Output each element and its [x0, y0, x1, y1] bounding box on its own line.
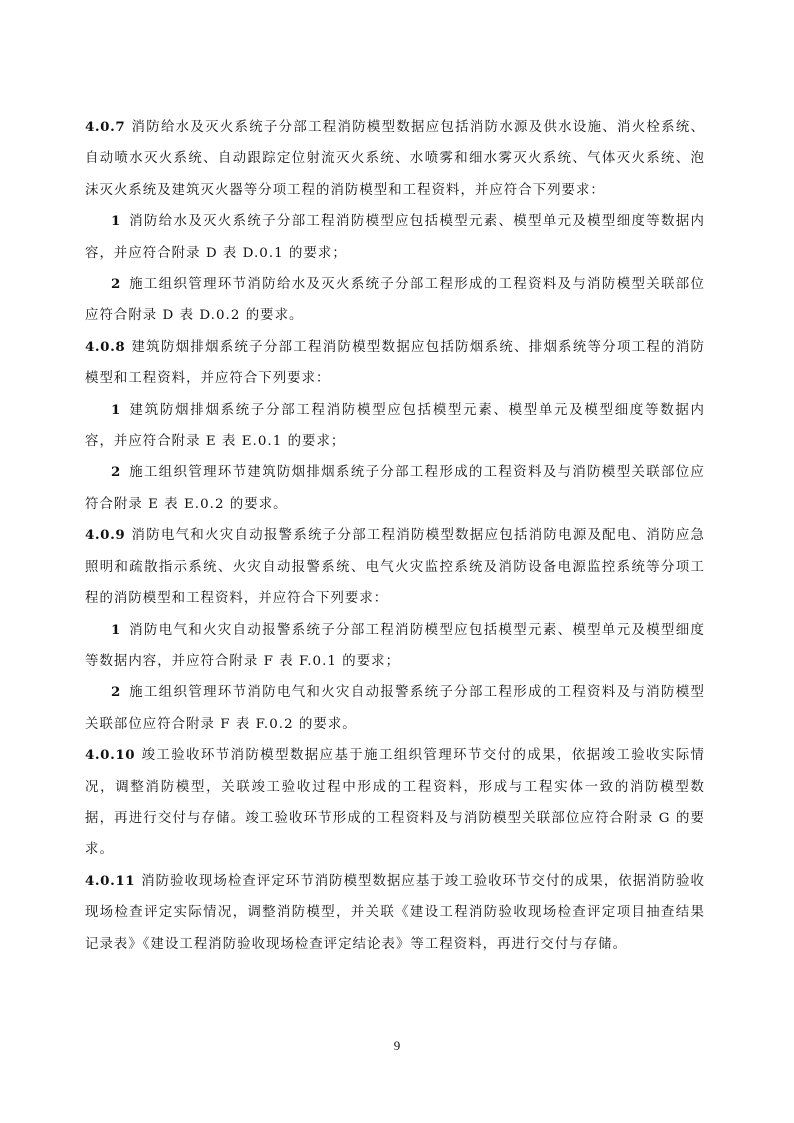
item-number: 2: [111, 464, 121, 481]
item-text: 施工组织管理环节建筑防烟排烟系统子分部工程形成的工程资料及与消防模型关联部位应符合附录 E 表 E.0.2 的要求。: [85, 465, 705, 512]
clause-number: 4.0.11: [85, 872, 136, 889]
item-4-0-8-2: [85, 457, 705, 520]
clause-text: 消防电气和火灾自动报警系统子分部工程消防模型数据应包括消防电源及配电、消防应急照明和疏散指示系统、火灾自动报警系统、电气火灾监控系统及消防设备电源监控系统等分项工程的消防模型和工程资料，并应符合下列要求：: [85, 528, 705, 607]
clause-number: 4.0.10: [85, 747, 136, 764]
item-number: 2: [111, 684, 121, 701]
clause-4-0-7: [85, 112, 705, 206]
clause-4-0-10: [85, 740, 705, 866]
clause-text: 建筑防烟排烟系统子分部工程消防模型数据应包括防烟系统、排烟系统等分项工程的消防模型和工程资料，并应符合下列要求：: [85, 339, 705, 387]
item-text: 消防电气和火灾自动报警系统子分部工程消防模型应包括模型元素、模型单元及模型细度等数据内容，并应符合附录 F 表 F.0.1 的要求；: [85, 622, 705, 669]
item-number: 1: [111, 401, 121, 418]
item-4-0-7-2: [85, 269, 705, 332]
document-body: [85, 112, 705, 960]
item-4-0-8-1: [85, 395, 705, 458]
item-number: 1: [111, 621, 121, 638]
clause-number: 4.0.9: [85, 527, 126, 544]
item-number: 1: [111, 213, 121, 230]
clause-4-0-9: [85, 520, 705, 614]
item-4-0-9-2: [85, 677, 705, 740]
clause-4-0-11: [85, 866, 705, 960]
clause-text: 消防给水及灭火系统子分部工程消防模型数据应包括消防水源及供水设施、消火栓系统、自动喷水灭火系统、自动跟踪定位射流灭火系统、水喷雾和细水雾灭火系统、气体灭火系统、泡沫灭火系统及建筑灭火器等分项工程的消防模型和工程资料，并应符合下列要求：: [85, 120, 705, 198]
clause-number: 4.0.8: [85, 338, 126, 355]
clause-text: 消防验收现场检查评定环节消防模型数据应基于竣工验收环节交付的成果，依据消防验收现场检查评定实际情况，调整消防模型，并关联《建设工程消防验收现场检查评定项目抽查结果记录表》《建设工程消防验收现场检查评定结论表》等工程资料，再进行交付与存储。: [85, 873, 705, 952]
page-number: 9: [393, 1038, 401, 1053]
item-text: 施工组织管理环节消防电气和火灾自动报警系统子分部工程形成的工程资料及与消防模型关联部位应符合附录 F 表 F.0.2 的要求。: [85, 685, 705, 732]
item-text: 建筑防烟排烟系统子分部工程消防模型应包括模型元素、模型单元及模型细度等数据内容，并应符合附录 E 表 E.0.1 的要求；: [85, 402, 705, 450]
item-4-0-9-1: [85, 615, 705, 678]
clause-text: 竣工验收环节消防模型数据应基于施工组织管理环节交付的成果，依据竣工验收实际情况，调整消防模型，关联竣工验收过程中形成的工程资料，形成与工程实体一致的消防模型数据，再进行交付与存储。竣工验收环节形成的工程资料及与消防模型关联部位应符合附录 G 的要求。: [85, 748, 705, 858]
item-4-0-7-1: [85, 206, 705, 269]
item-text: 消防给水及灭火系统子分部工程消防模型应包括模型元素、模型单元及模型细度等数据内容，并应符合附录 D 表 D.0.1 的要求；: [85, 214, 705, 261]
clause-4-0-8: [85, 332, 705, 395]
item-text: 施工组织管理环节消防给水及灭火系统子分部工程形成的工程资料及与消防模型关联部位应符合附录 D 表 D.0.2 的要求。: [85, 277, 705, 324]
item-number: 2: [111, 276, 121, 293]
clause-number: 4.0.7: [85, 119, 126, 135]
